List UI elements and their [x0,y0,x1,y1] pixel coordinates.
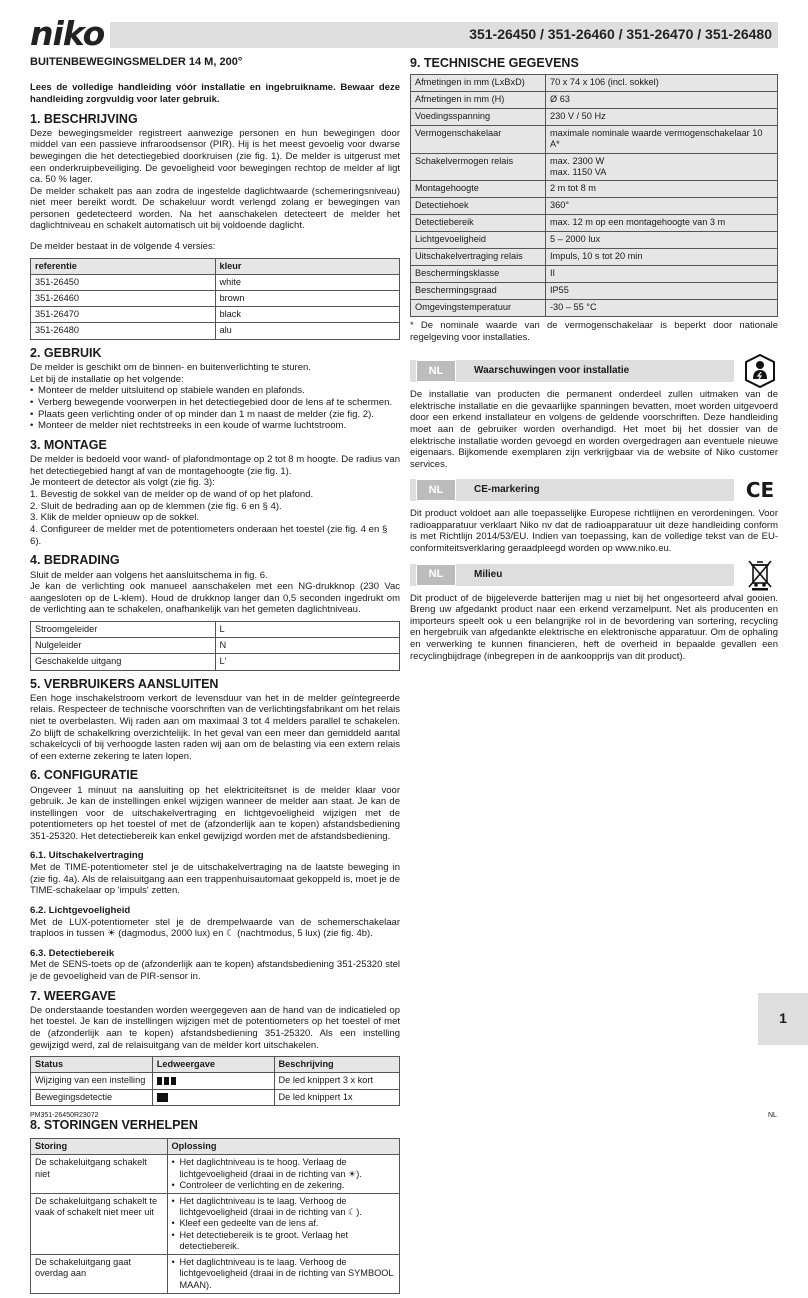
section-6-2-text: Met de LUX-potentiometer stel je de drempelwaarde van de schemerschakelaar traploos in tussen ☀ (dagmodus, 2000 lux) en ☾ (nachtmodus, 5 lux) (zie fig. 4b). [30,916,400,940]
list-item: • Kleef een gedeelte van de lens af. [172,1218,395,1229]
list-item: 2. Sluit de bedrading aan op de klemmen (zie fig. 6 en § 4). [30,500,282,512]
section-3-text-2: Je monteert de detector als volgt (zie fig. 3): [30,477,215,489]
installation-warning-text: De installatie van producten die permanent onderdeel zullen uitmaken van de elektrische installatie en die gevaarlijke spanningen bevatten, moet worden uitgevoerd door een erkend installateur en volgens de geldende voorschriften. Deze handleiding moet aan de gebruiker worden overhandigd. Het moet bij het dossier van de elektrische installatie worden gevoegd en worden overgedragen aan eventuele nieuwe eigenaars. Bijkomende exemplaren zijn verkrijgbaar via de website of Niko customer services. [410,389,778,470]
spec-label: Uitschakelvertraging relais [411,249,546,266]
table-cell: 351-26470 [31,307,216,323]
list-item: • Het daglichtniveau is te laag. Verhoog de lichtgevoeligheid (draai in de richting van SYMBOOL MAAN). [172,1257,395,1291]
table-row [31,1089,400,1105]
table-header: Ledweergave [152,1057,274,1073]
table-header: Beschrijving [274,1057,399,1073]
table-cell: Bewegingsdetectie [31,1089,153,1105]
spec-label: Lichtgevoeligheid [411,232,546,249]
right-column [410,56,778,662]
spec-label: Detectiebereik [411,215,546,232]
spec-label: Montagehoogte [411,181,546,198]
table-cell: white [215,274,400,290]
spec-value: 2 m tot 8 m [546,181,778,198]
ce-banner [410,478,778,502]
specs-footnote: * De nominale waarde van de vermogenschakelaar is beperkt door nationale regelgeving voor installaties. [410,320,778,343]
table-row [31,621,400,637]
spec-row [411,153,778,180]
table-cell: L [215,621,400,637]
list-item: • Het daglichtniveau is te laag. Verhoog de lichtgevoeligheid (draai in de richting van ☾). [172,1196,395,1218]
table-cell: brown [215,291,400,307]
mounting-steps [30,489,400,548]
language-badge: NL [416,360,456,382]
table-row [31,307,400,323]
page-number: 1 [758,993,808,1045]
table-cell: De schakeluitgang schakelt niet [31,1155,168,1194]
section-6-3-text: Met de SENS-toets op de (afzonderlijk aan te kopen) afstandsbediening 351-25320 stel je de gevoeligheid van de PIR-sensor in. [30,959,400,983]
section-7-text: De onderstaande toestanden worden weergegeven aan de hand van de indicatieled op het toestel. Je kan de instellingen wijzigen met de potentiometers op het toestel of met de (afzonderlijk aan te kopen) afstandsbediening 351-25320. Als een instelling gewijzigd werd, zal de relaisuitgang van de melder kort uitschakelen. [30,1004,400,1051]
spec-label: Omgevingstemperatuur [411,300,546,317]
list-item: • Plaats geen verlichting onder of op minder dan 1 m naast de melder (zie fig. 2). [30,409,400,421]
table-header: Oplossing [167,1139,399,1155]
specs-table [410,74,778,317]
table-cell: 351-26480 [31,323,216,339]
table-cell: 351-26450 [31,274,216,290]
troubleshooting-table [30,1138,400,1294]
section-6-heading: 6. CONFIGURATIE [30,768,139,783]
table-header: Storing [31,1139,168,1155]
spec-label: Afmetingen in mm (LxBxD) [411,75,546,92]
section-1-heading: 1. BESCHRIJVING [30,111,138,126]
usage-list [30,385,400,432]
table-row [31,1073,400,1089]
installation-warning-banner [410,359,778,383]
spec-row [411,283,778,300]
spec-value: maximale nominale waarde vermogenschakelaar 10 A* [546,126,778,153]
table-cell: De schakeluitgang gaat overdag aan [31,1255,168,1294]
spec-value: Impuls, 10 s tot 20 min [546,249,778,266]
spec-value: II [546,266,778,283]
installer-icon [742,353,778,389]
spec-row [411,249,778,266]
spec-label: Afmetingen in mm (H) [411,92,546,109]
list-item: 3. Klik de melder opnieuw op de sokkel. [30,512,200,524]
spec-label: Beschermingsklasse [411,266,546,283]
table-cell [167,1193,399,1254]
notice-title: CE-markering [474,484,540,496]
spec-value: 5 – 2000 lux [546,232,778,249]
section-9-heading: 9. TECHNISCHE GEGEVENS [410,56,579,70]
wiring-table [30,621,400,671]
notice-title: Waarschuwingen voor installatie [474,365,630,377]
spec-value: IP55 [546,283,778,300]
table-row [31,1255,400,1294]
section-6-2-heading: 6.2. Lichtgevoeligheid [30,904,131,916]
spec-row [411,75,778,92]
section-4-text-2: Je kan de verlichting ook manueel aanschakelen met een NG-drukknop (230 Vac aangesloten op de L-klem). Houd de drukknop langer dan 0,5 seconden ingedrukt om de verlichting aan te schakelen, onafhankelijk van het gemeten daglichtniveau. [30,581,400,616]
ce-mark-icon: CE [745,478,775,503]
spec-value: -30 – 55 °C [546,300,778,317]
table-header: kleur [215,258,400,274]
table-cell: Stroomgeleider [31,621,216,637]
niko-logo: niko [28,16,110,52]
list-item: • Het detectiebereik is te groot. Verlaag het detectiebereik. [172,1230,395,1252]
section-7-heading: 7. WEERGAVE [30,988,116,1003]
section-4-heading: 4. BEDRADING [30,553,120,568]
list-item: • Monteer de melder niet rechtstreeks in een koude of warme luchtstroom. [30,420,400,432]
list-item: 1. Bevestig de sokkel van de melder op de wand of op het plafond. [30,488,314,500]
table-row [31,274,400,290]
table-row [31,654,400,670]
spec-label: Voedingsspanning [411,109,546,126]
table-cell [167,1155,399,1194]
spec-row [411,109,778,126]
table-header: Status [31,1057,153,1073]
section-2-text-2: Let bij de installatie op het volgende: [30,373,184,385]
table-row [31,323,400,339]
language-badge: NL [416,564,456,586]
table-cell [167,1255,399,1294]
spec-label: Vermogenschakelaar [411,126,546,153]
product-codes: 351-26450 / 351-26460 / 351-26470 / 351-26480 [469,26,772,42]
weee-bin-icon [742,557,778,593]
list-item: • Controleer de verlichting en de zekering. [172,1180,395,1191]
section-6-1-heading: 6.1. Uitschakelvertraging [30,850,144,862]
section-5-text: Een hoge inschakelstroom verkort de levensduur van het in de melder geïntegreerde relais. Respecteer de technische voorschriften van de verlichtingsfabrikant om het relais niet te overbelasten. Wij raden aan om maximaal 3 tot 4 melders parallel te schakelen. Zo blijft de schakelkring overzichtelijk. In het geval van een meer dan gemiddeld aantal schakelcycli of bij verhoogde lasten raden wij aan om de belasting via een extern relais of een externe zekering te laten lopen. [30,692,400,762]
language-badge: NL [416,479,456,501]
table-cell: Geschakelde uitgang [31,654,216,670]
table-cell: black [215,307,400,323]
spec-value: max. 12 m op een montagehoogte van 3 m [546,215,778,232]
section-6-text: Ongeveer 1 minuut na aansluiting op het elektriciteitsnet is de melder klaar voor gebruik. Je kan de instellingen enkel wijzigen wanneer de melder aan staat. Je kan de instellingen voor de uitschakelvertraging en lichtgevoeligheid wijzigen met de potentiometers op het toestel of met de (afzonderlijk aan te kopen) afstandsbediening 351-25320. Het detectiebereik kan enkel gewijzigd worden met de afstandsbediening. [30,784,400,842]
table-row [31,638,400,654]
section-1-text-3: De melder bestaat in de volgende 4 versies: [30,241,216,253]
section-1-text-1: Deze bewegingsmelder registreert aanwezige personen en hun bewegingen door middel van een passieve infraroodsensor (PIR). Hij is het meest gevoelig voor dwarse bewegingen die het detectiegebied doorkruisen (zie fig. 1). De melder is uitgerust met een onderkruipbeveiliging. De gevoeligheid voor bewegingen rechtop de melder af ligt ca. 50 % lager. [30,127,400,186]
section-2-text-1: De melder is geschikt om de binnen- en buitenverlichting te sturen. [30,361,311,373]
section-3-heading: 3. MONTAGE [30,437,107,452]
section-6-1-text: Met de TIME-potentiometer stel je de uitschakelvertraging na de laatste beweging in (zie fig. 4a). Als de relaisuitgang aan een trappenhuisautomaat gekoppeld is, moet je de TIME-schakelaar op 'impuls' zetten. [30,862,400,897]
spec-value: 360° [546,198,778,215]
led-blink-1x-icon [152,1089,274,1105]
spec-value: 70 x 74 x 106 (incl. sokkel) [546,75,778,92]
led-blink-3x-icon [152,1073,274,1089]
table-cell: De led knippert 1x [274,1089,399,1105]
table-cell: 351-26460 [31,291,216,307]
spec-row [411,215,778,232]
spec-row [411,232,778,249]
environment-text: Dit product of de bijgeleverde batterijen mag u niet bij het ongesorteerd afval gooien. Breng uw afgedankt product naar een erkend verzamelpunt. Net als producenten en importeurs speelt ook u een belangrijke rol in de bevordering van sortering, recycling en hergebruik van afgedankte elektrische en elektronische apparatuur. Om de ophaling en verwerking te kunnen financieren, heft de overheid in bepaalde gevallen een recyclingbijdrage (inbegrepen in de aankoopprijs van dit product). [410,592,778,662]
footer-language: NL [768,1112,777,1119]
list-item: • Monteer de melder uitsluitend op stabiele wanden en plafonds. [30,385,400,397]
document-title: BUITENBEWEGINGSMELDER 14 M, 200° [30,56,243,68]
spec-row [411,92,778,109]
spec-label: Beschermingsgraad [411,283,546,300]
environment-banner [410,563,778,587]
table-row [31,1155,400,1194]
spec-row [411,181,778,198]
spec-label: Detectiehoek [411,198,546,215]
footer-code: PM351-26450R23072 [30,1112,99,1119]
table-header: referentie [31,258,216,274]
spec-value: max. 2300 W max. 1150 VA [546,153,778,180]
section-5-heading: 5. VERBRUIKERS AANSLUITEN [30,676,219,691]
section-8-heading: 8. STORINGEN VERHELPEN [30,1117,198,1132]
table-cell: Wijziging van een instelling [31,1073,153,1089]
table-cell: De schakeluitgang schakelt te vaak of schakelt niet meer uit [31,1193,168,1254]
spec-row [411,126,778,153]
spec-label: Schakelvermogen relais [411,153,546,180]
list-item: 4. Configureer de melder met de potentiometers onderaan het toestel (zie fig. 4 en § 6). [30,524,388,547]
spec-row [411,266,778,283]
section-1-text-2: De melder schakelt pas aan zodra de ingestelde daglichtwaarde (schemeringsniveau) niet meer bereikt wordt. De schakeluur wordt verlengd zolang er bewegingen van personen gedetecteerd worden. Na het aanschakelen detecteert de melder het daglichtniveau en schakelt automatisch uit bij voldoende daglicht. [30,185,400,232]
table-row [31,1193,400,1254]
notice-title: Milieu [474,568,503,580]
table-row [31,291,400,307]
spec-row [411,198,778,215]
intro-text: Lees de volledige handleiding vóór installatie en ingebruikname. Bewaar deze handleiding zorgvuldig voor later gebruik. [30,82,400,105]
table-cell: L' [215,654,400,670]
spec-value: 230 V / 50 Hz [546,109,778,126]
list-item: • Het daglichtniveau is te hoog. Verlaag de lichtgevoeligheid (draai in de richting van ☀). [172,1157,395,1179]
header-bar [30,14,778,53]
spec-row [411,300,778,317]
ce-text: Dit product voldoet aan alle toepasselijke Europese richtlijnen en verordeningen. Voor radioapparatuur verklaart Niko nv dat de radioapparatuur uit deze handleiding conform is met Richtlijn 2014/53/EU. Indien van toepassing, kan de volledige tekst van de EU-conformiteitsverklaring geraadpleegd worden op www.niko.eu. [410,508,778,555]
versions-table [30,258,400,340]
spec-value: Ø 63 [546,92,778,109]
section-4-text-1: Sluit de melder aan volgens het aansluitschema in fig. 6. [30,569,268,581]
section-2-heading: 2. GEBRUIK [30,345,102,360]
table-cell: alu [215,323,400,339]
section-3-text-1: De melder is bedoeld voor wand- of plafondmontage op 2 tot 8 m hoogte. De radius van het detectiegebied hangt af van de montagehoogte (zie fig. 1). [30,454,400,477]
table-cell: Nulgeleider [31,638,216,654]
led-table [30,1056,400,1106]
section-6-3-heading: 6.3. Detectiebereik [30,947,115,959]
table-cell: De led knippert 3 x kort [274,1073,399,1089]
table-cell: N [215,638,400,654]
list-item: • Verberg bewegende voorwerpen in het detectiegebied door de lens af te schermen. [30,397,400,409]
